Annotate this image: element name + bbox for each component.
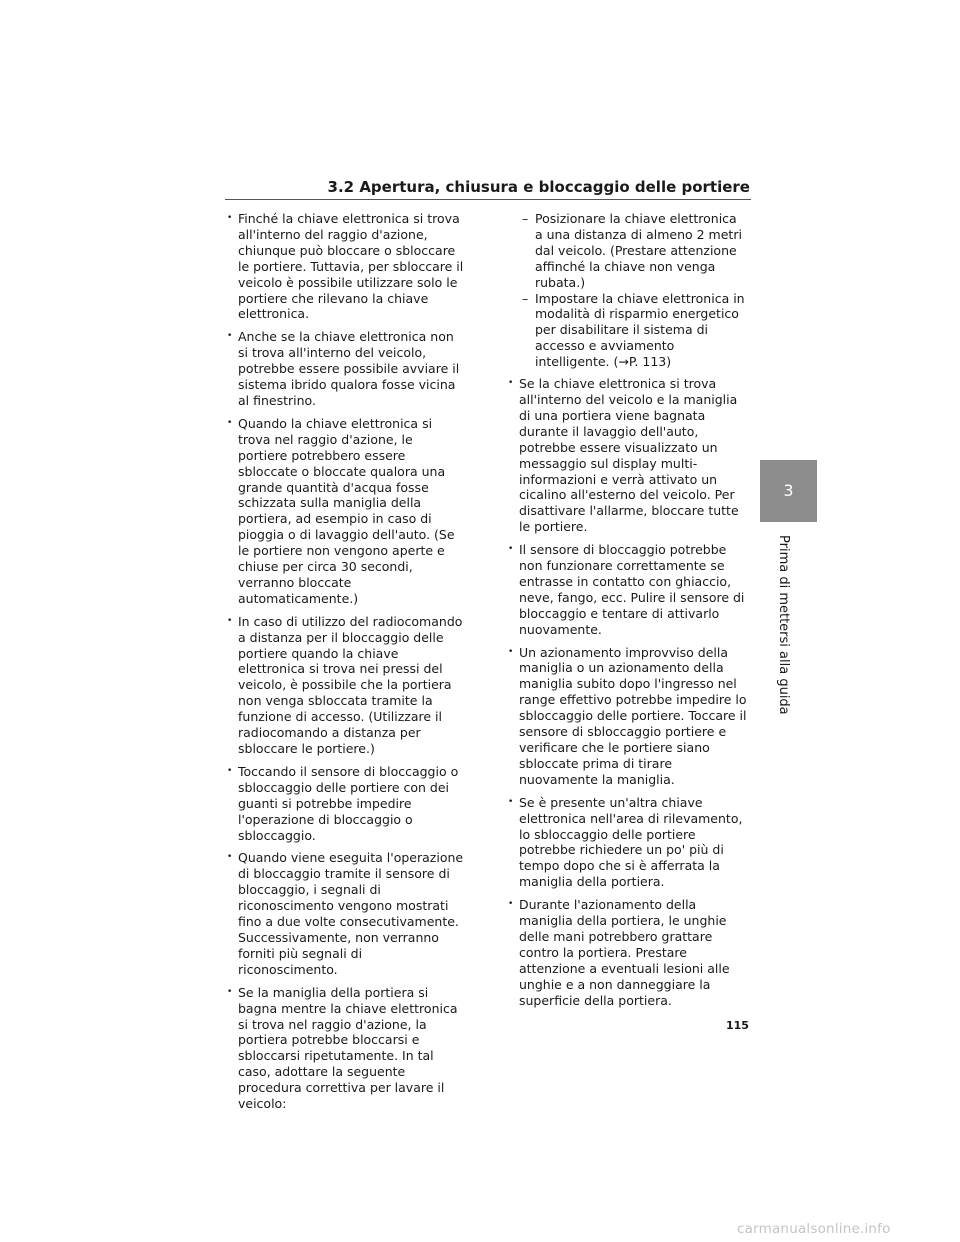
- section-title: 3.2 Apertura, chiusura e bloccaggio delle portiere: [327, 178, 750, 196]
- bullet-item: • Anche se la chiave elettronica non si trova all'interno del veicolo, potrebbe essere possibile avviare il sistema ibrido qualora fosse vicina al finestrino.: [227, 329, 465, 409]
- dash-mark: –: [522, 290, 529, 306]
- bullet-item: • In caso di utilizzo del radiocomando a distanza per il bloccaggio delle portiere quando la chiave elettronica si trova nei pressi del veicolo, è possibile che la portiera non venga sbloccata tramite la funzione di accesso. (Utilizzare il radiocomando a distanza per sbloccare le portiere.): [227, 614, 465, 757]
- bullet-item: • Il sensore di bloccaggio potrebbe non funzionare correttamente se entrasse in contatto con ghiaccio, neve, fango, ecc. Pulire il sensore di bloccaggio e tentare di attivarlo nuovamente.: [508, 542, 748, 637]
- page-number: 115: [726, 1019, 749, 1032]
- bullet-item: • Se la maniglia della portiera si bagna mentre la chiave elettronica si trova nel raggio d'azione, la portiera potrebbe bloccarsi e sbloccarsi ripetutamente. In tal caso, adottare la seguente procedura correttiva per lavare il veicolo:: [227, 985, 465, 1112]
- left-column: [227, 211, 465, 1119]
- corrective-steps: [508, 211, 748, 370]
- dash-item-text: Posizionare la chiave elettronica a una distanza di almeno 2 metri dal veicolo. (Prestare attenzione affinché la chiave non venga rubata.): [535, 211, 742, 290]
- bullet-item: • Toccando il sensore di bloccaggio o sbloccaggio delle portiere con dei guanti si potrebbe impedire l'operazione di bloccaggio o sbloccaggio.: [227, 764, 465, 844]
- bullet-item: • Finché la chiave elettronica si trova all'interno del raggio d'azione, chiunque può bloccare o sbloccare le portiere. Tuttavia, per sbloccare il veicolo è possibile utilizzare solo le portiere che rilevano la chiave elettronica.: [227, 211, 465, 322]
- dash-mark: –: [522, 211, 529, 226]
- bullet-item: • Un azionamento improvviso della maniglia o un azionamento della maniglia subito dopo l'ingresso nel range effettivo potrebbe impedire lo sbloccaggio delle portiere. Toccare il sensore di sbloccaggio portiere e verificare che le portiere siano sbloccate prima di tirare nuovamente la maniglia.: [508, 645, 748, 788]
- bullet-item: • Se è presente un'altra chiave elettronica nell'area di rilevamento, lo sbloccaggio delle portiere potrebbe richiedere un po' più di tempo dopo che si è afferrata la maniglia della portiera.: [508, 795, 748, 890]
- dash-item-text: Impostare la chiave elettronica in modalità di risparmio energetico per disabilitare il sistema di accesso e avviamento intelligente. (→P. 113): [535, 290, 745, 370]
- chapter-number: 3: [783, 481, 794, 500]
- bullet-item: • Quando viene eseguita l'operazione di bloccaggio tramite il sensore di bloccaggio, i segnali di riconoscimento vengono mostrati fino a due volte consecutivamente. Successivamente, non verranno forniti più segnali di riconoscimento.: [227, 850, 465, 977]
- bullet-item: • Durante l'azionamento della maniglia della portiera, le unghie delle mani potrebbero grattare contro la portiera. Prestare attenzione a eventuali lesioni alle unghie e a non danneggiare la superficie della portiera.: [508, 897, 748, 1008]
- watermark: carmanualsonline.info: [737, 1221, 891, 1237]
- bullet-item: • Quando la chiave elettronica si trova nel raggio d'azione, le portiere potrebbero essere sbloccate o bloccate qualora una grande quantità d'acqua fosse schizzata sulla maniglia della portiera, ad esempio in caso di pioggia o di lavaggio dell'auto. (Se le portiere non vengono aperte e chiuse per circa 30 secondi, verranno bloccate automaticamente.): [227, 416, 465, 607]
- chapter-tab: [760, 460, 817, 522]
- bullet-item: • Se la chiave elettronica si trova all'interno del veicolo e la maniglia di una portiera viene bagnata durante il lavaggio dell'auto, potrebbe essere visualizzato un messaggio sul display multi-informazioni e verrà attivato un cicalino all'esterno del veicolo. Per disattivare l'allarme, bloccare tutte le portiere.: [508, 376, 748, 535]
- dash-item: [508, 211, 748, 291]
- right-column: [508, 211, 748, 1016]
- header-divider: [225, 199, 751, 200]
- chapter-label: Prima di mettersi alla guida: [776, 535, 791, 715]
- dash-item: [508, 291, 748, 371]
